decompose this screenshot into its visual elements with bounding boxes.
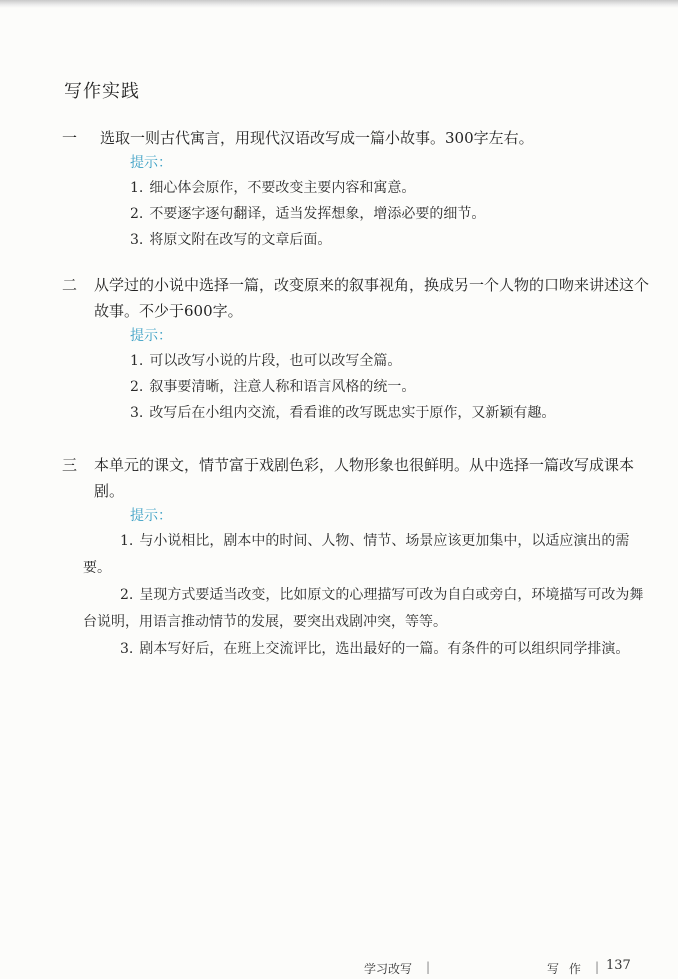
tip-label: 提示：: [130, 155, 172, 171]
page-number: 137: [606, 958, 631, 973]
tip-item: [62, 201, 652, 227]
tip-number: 3.: [130, 232, 144, 248]
tip-text: 呈现方式要适当改变，比如原文的心理描写可改为自白或旁白，环境描写可改为舞台说明，用语言推动情节的发展，要突出戏剧冲突，等等。: [83, 587, 644, 630]
writing-task-3: [62, 452, 652, 663]
task-prompt: [62, 125, 652, 151]
task-prompt: [62, 452, 652, 504]
tip-number: 3.: [120, 641, 134, 657]
tip-text: 剧本写好后，在班上交流评比，选出最好的一篇。有条件的可以组织同学排演。: [139, 641, 630, 657]
tip-text: 与小说相比，剧本中的时间、人物、情节、场景应该更加集中，以适应演出的需要。: [83, 533, 630, 576]
tip-text: 不要逐字逐句翻译，适当发挥想象，增添必要的细节。: [149, 206, 486, 222]
tip-number: 2.: [130, 206, 144, 222]
tip-text: 改写后在小组内交流，看看谁的改写既忠实于原作，又新颖有趣。: [149, 405, 556, 421]
tip-item: [62, 374, 652, 400]
tip-item: [62, 528, 652, 582]
section-title: 写作实践: [64, 81, 140, 102]
writing-task-2: [62, 272, 652, 426]
task-text: 本单元的课文，情节富于戏剧色彩，人物形象也很鲜明。从中选择一篇改写成课本剧。: [94, 456, 635, 500]
tip-item: [62, 227, 652, 253]
tip-item: [62, 175, 652, 201]
footer-separator: |: [595, 960, 600, 974]
writing-task-1: [62, 125, 652, 253]
task-number: 一: [62, 129, 78, 147]
tip-number: 3.: [130, 405, 144, 421]
footer-unit-label: 学习改写: [364, 962, 413, 976]
task-number: 三: [62, 456, 78, 474]
tip-number: 2.: [130, 379, 144, 395]
task-number: 二: [62, 276, 78, 294]
tip-number: 2.: [120, 587, 134, 603]
task-text: 选取一则古代寓言，用现代汉语改写成一篇小故事。300字左右。: [100, 129, 534, 147]
tip-item: [62, 348, 652, 374]
task-prompt: [62, 272, 652, 324]
tip-text: 细心体会原作，不要改变主要内容和寓意。: [149, 180, 416, 196]
tip-label: 提示：: [130, 508, 172, 524]
tip-text: 将原文附在改写的文章后面。: [149, 232, 332, 248]
tip-item: [62, 636, 652, 663]
tip-item: [62, 400, 652, 426]
tip-number: 1.: [120, 533, 134, 549]
tip-number: 1.: [130, 353, 144, 369]
task-text: 从学过的小说中选择一篇，改变原来的叙事视角，换成另一个人物的口吻来讲述这个故事。不少于600字。: [94, 276, 650, 320]
tip-number: 1.: [130, 180, 144, 196]
tip-label: 提示：: [130, 328, 172, 344]
tip-text: 叙事要清晰，注意人称和语言风格的统一。: [149, 379, 416, 395]
tip-text: 可以改写小说的片段，也可以改写全篇。: [149, 353, 402, 369]
footer-separator: |: [426, 960, 431, 974]
footer-section-label: 写 作: [547, 962, 584, 976]
tip-item: [62, 582, 652, 636]
